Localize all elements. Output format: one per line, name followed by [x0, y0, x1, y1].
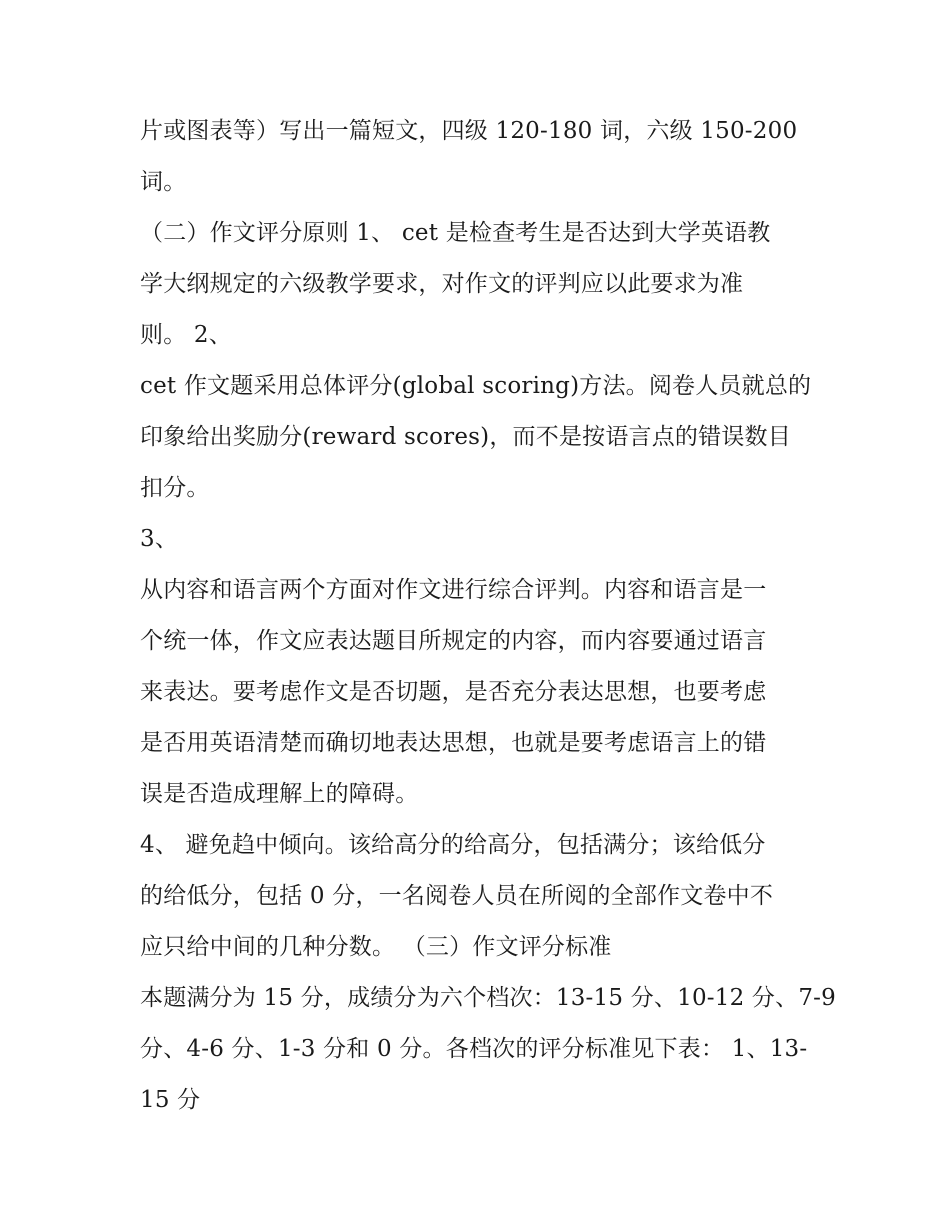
text-line: 本题满分为 15 分，成绩分为六个档次：13-15 分、10-12 分、7-9: [140, 985, 836, 1011]
text-line: （二）作文评分原则 1、 cet 是检查考生是否达到大学英语教: [140, 220, 771, 246]
text-line: 个统一体，作文应表达题目所规定的内容，而内容要通过语言: [140, 628, 767, 654]
text-line: 则。 2、: [140, 322, 232, 348]
text-line: 从内容和语言两个方面对作文进行综合评判。内容和语言是一: [140, 577, 767, 603]
text-line: 学大纲规定的六级教学要求，对作文的评判应以此要求为准: [140, 271, 744, 297]
text-line: 来表达。要考虑作文是否切题，是否充分表达思想，也要考虑: [140, 679, 767, 705]
text-line: 3、: [140, 526, 179, 552]
text-line: 扣分。: [140, 475, 210, 501]
text-line: 4、 避免趋中倾向。该给高分的给高分，包括满分；该给低分: [140, 832, 766, 858]
text-line: 的给低分，包括 0 分，一名阅卷人员在所阅的全部作文卷中不: [140, 883, 774, 909]
text-line: cet 作文题采用总体评分(global scoring)方法。阅卷人员就总的: [140, 373, 812, 399]
text-line: 15 分: [140, 1087, 201, 1113]
text-line: 应只给中间的几种分数。 （三）作文评分标准: [140, 934, 612, 960]
text-line: 印象给出奖励分(reward scores)，而不是按语言点的错误数目: [140, 424, 791, 450]
text-line: 是否用英语清楚而确切地表达思想，也就是要考虑语言上的错: [140, 730, 767, 756]
text-line: 词。: [140, 169, 187, 195]
text-line: 分、4-6 分、1-3 分和 0 分。各档次的评分标准见下表： 1、13-: [140, 1036, 808, 1062]
document-page: [140, 106, 836, 1126]
text-line: 片或图表等）写出一篇短文，四级 120-180 词，六级 150-200: [140, 118, 798, 144]
text-line: 误是否造成理解上的障碍。: [140, 781, 419, 807]
